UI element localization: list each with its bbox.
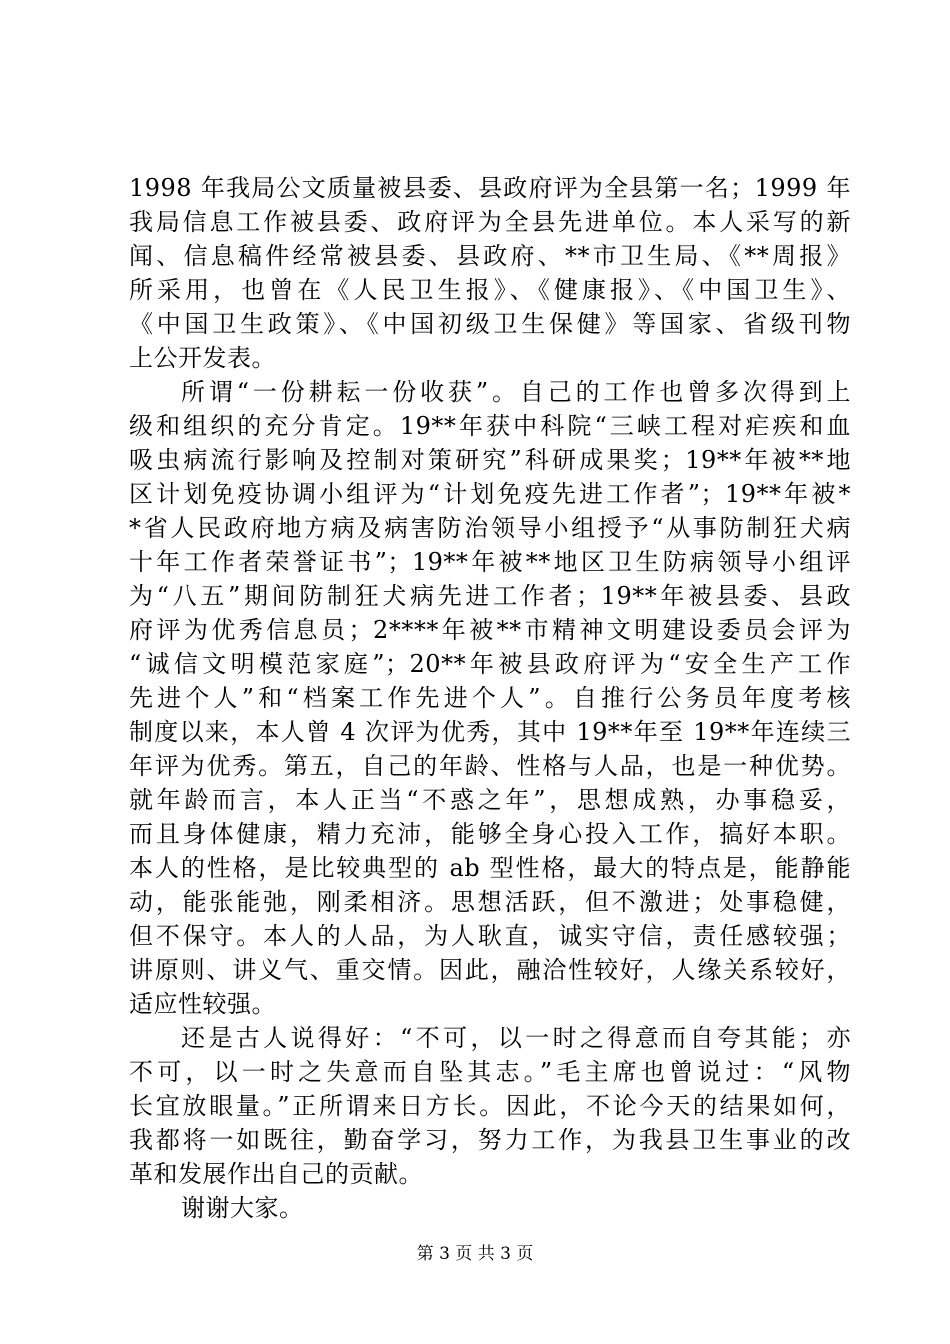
text-line: 适应性较强。 — [129, 990, 276, 1018]
text-line: *省人民政府地方病及病害防治领导小组授予“从事防制狂犬病 — [129, 514, 851, 542]
text-line: 闻、信息稿件经常被县委、县政府、**市卫生局、《**周报》 — [129, 242, 851, 270]
text-line: 不可，以一时之失意而自坠其志。”毛主席也曾说过：“风物 — [129, 1058, 851, 1086]
text-line: 《中国卫生政策》、《中国初级卫生保健》等国家、省级刊物 — [129, 310, 851, 338]
text-line: 年评为优秀。第五，自己的年龄、性格与人品，也是一种优势。 — [129, 752, 851, 780]
text-line: 级和组织的充分肯定。19**年获中科院“三峡工程对疟疾和血 — [129, 412, 851, 440]
text-line: 所谓“一份耕耘一份收获”。自己的工作也曾多次得到上 — [181, 378, 851, 406]
text-line: 吸虫病流行影响及控制对策研究”科研成果奖；19**年被**地 — [129, 446, 851, 474]
text-line: “诚信文明模范家庭”；20**年被县政府评为“安全生产工作 — [129, 650, 851, 678]
text-line: 我都将一如既往，勤奋学习，努力工作，为我县卫生事业的改 — [129, 1126, 851, 1154]
text-line: 本人的性格，是比较典型的 ab 型性格，最大的特点是，能静能 — [129, 854, 851, 882]
text-line: 还是古人说得好：“不可，以一时之得意而自夸其能；亦 — [181, 1024, 851, 1052]
text-line: 区计划免疫协调小组评为“计划免疫先进工作者”；19**年被* — [129, 480, 851, 508]
text-line: 上公开发表。 — [129, 344, 276, 372]
text-line: 为“八五”期间防制狂犬病先进工作者；19**年被县委、县政 — [129, 582, 851, 610]
text-line: 我局信息工作被县委、政府评为全县先进单位。本人采写的新 — [129, 208, 851, 236]
text-line: 先进个人”和“档案工作先进个人”。自推行公务员年度考核 — [129, 684, 851, 712]
text-line: 1998 年我局公文质量被县委、县政府评为全县第一名；1999 年 — [129, 174, 851, 202]
text-line: 所采用，也曾在《人民卫生报》、《健康报》、《中国卫生》、 — [129, 276, 851, 304]
text-line: 长宜放眼量。”正所谓来日方长。因此，不论今天的结果如何， — [129, 1092, 851, 1120]
text-line: 但不保守。本人的人品，为人耿直，诚实守信，责任感较强； — [129, 922, 851, 950]
text-line: 革和发展作出自己的贡献。 — [129, 1160, 423, 1188]
page-footer: 第 3 页 共 3 页 — [416, 1244, 534, 1264]
text-line: 府评为优秀信息员；2****年被**市精神文明建设委员会评为 — [129, 616, 851, 644]
text-line: 十年工作者荣誉证书”；19**年被**地区卫生防病领导小组评 — [129, 548, 851, 576]
text-line: 讲原则、讲义气、重交情。因此，融洽性较好，人缘关系较好， — [129, 956, 851, 984]
text-line: 就年龄而言，本人正当“不惑之年”，思想成熟，办事稳妥， — [129, 786, 851, 814]
text-line: 而且身体健康，精力充沛，能够全身心投入工作，搞好本职。 — [129, 820, 851, 848]
text-line: 制度以来，本人曾 4 次评为优秀，其中 19**年至 19**年连续三 — [129, 718, 851, 746]
text-line: 动，能张能弛，刚柔相济。思想活跃，但不激进；处事稳健， — [129, 888, 851, 916]
text-line: 谢谢大家。 — [181, 1194, 304, 1222]
document-body — [129, 171, 851, 1225]
